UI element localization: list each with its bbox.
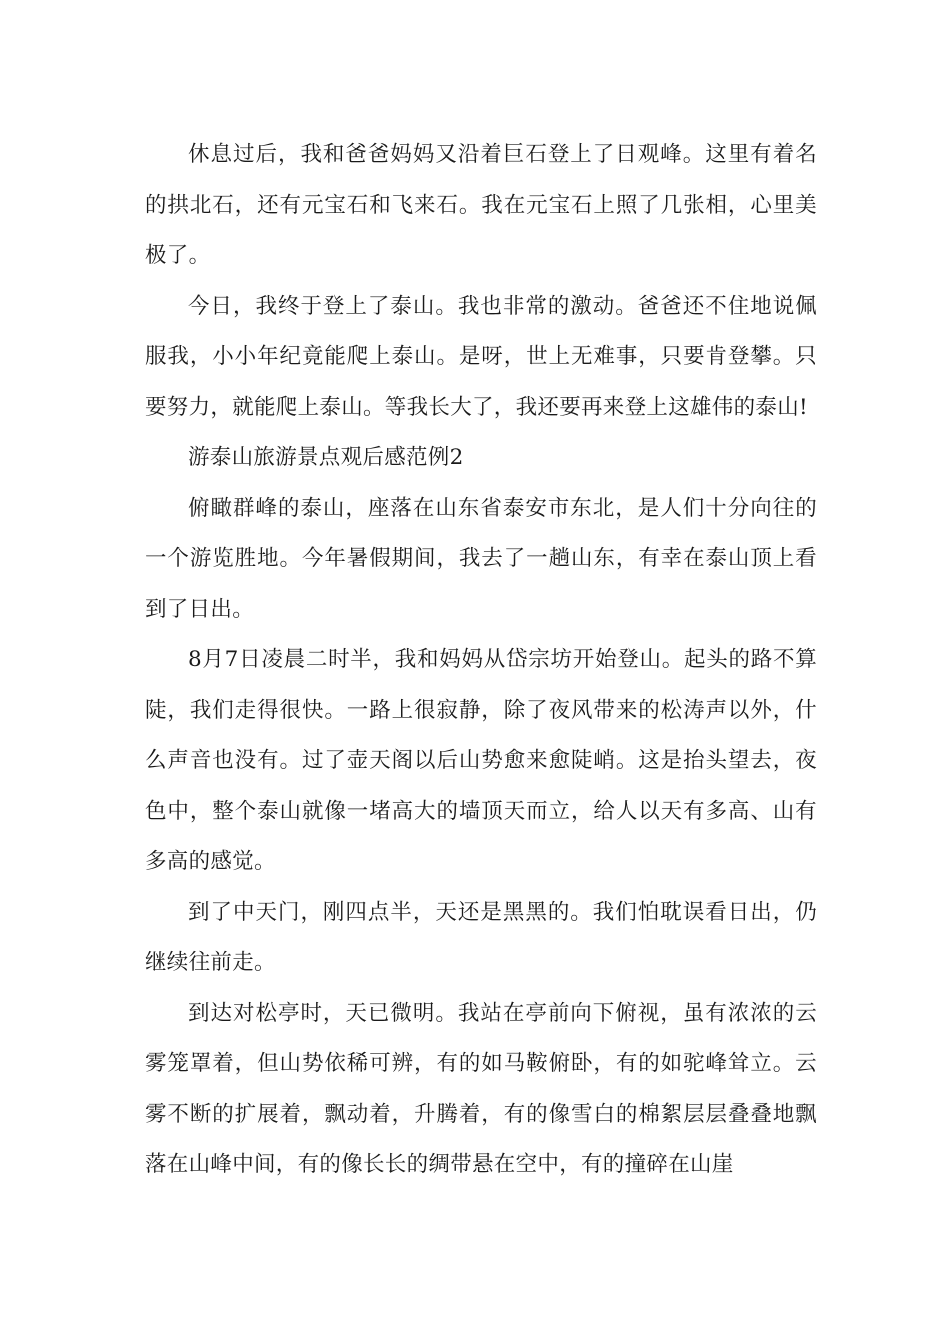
paragraph-overlooking-peaks: 俯瞰群峰的泰山，座落在山东省泰安市东北，是人们十分向往的一个游览胜地。今年暑假期间，我去了一趟山东，有幸在泰山顶上看到了日出。 xyxy=(145,495,817,622)
section-heading: 游泰山旅游景点观后感范例2 xyxy=(188,445,464,470)
paragraph-duisong-pavilion: 到达对松亭时，天已微明。我站在亭前向下俯视，虽有浓浓的云雾笼罩着，但山势依稀可辨，有的如马鞍俯卧，有的如驼峰耸立。云雾不断的扩展着，飘动着，升腾着，有的像雪白的棉絮层层叠叠地飘落在山峰中间，有的像长长的绸带悬在空中，有的撞碎在山崖 xyxy=(145,1000,817,1177)
paragraph-early-climb: 8月7日凌晨二时半，我和妈妈从岱宗坊开始登山。起头的路不算陡，我们走得很快。一路上很寂静，除了夜风带来的松涛声以外，什么声音也没有。过了壶天阁以后山势愈来愈陡峭。这是抬头望去，夜色中，整个泰山就像一堵高大的墙顶天而立，给人以天有多高、山有多高的感觉。 xyxy=(145,647,817,874)
paragraph-zhongtian-gate: 到了中天门，刚四点半，天还是黑黑的。我们怕耽误看日出，仍继续往前走。 xyxy=(145,899,817,975)
paragraph-rest-at-riguan-peak: 休息过后，我和爸爸妈妈又沿着巨石登上了日观峰。这里有着名的拱北石，还有元宝石和飞来石。我在元宝石上照了几张相，心里美极了。 xyxy=(145,142,817,268)
paragraph-reached-mount-tai: 今日，我终于登上了泰山。我也非常的激动。爸爸还不住地说佩服我，小小年纪竟能爬上泰山。是呀，世上无难事，只要肯登攀。只要努力，就能爬上泰山。等我长大了，我还要再来登上这雄伟的泰山! xyxy=(145,293,817,420)
document-body xyxy=(145,130,817,1191)
